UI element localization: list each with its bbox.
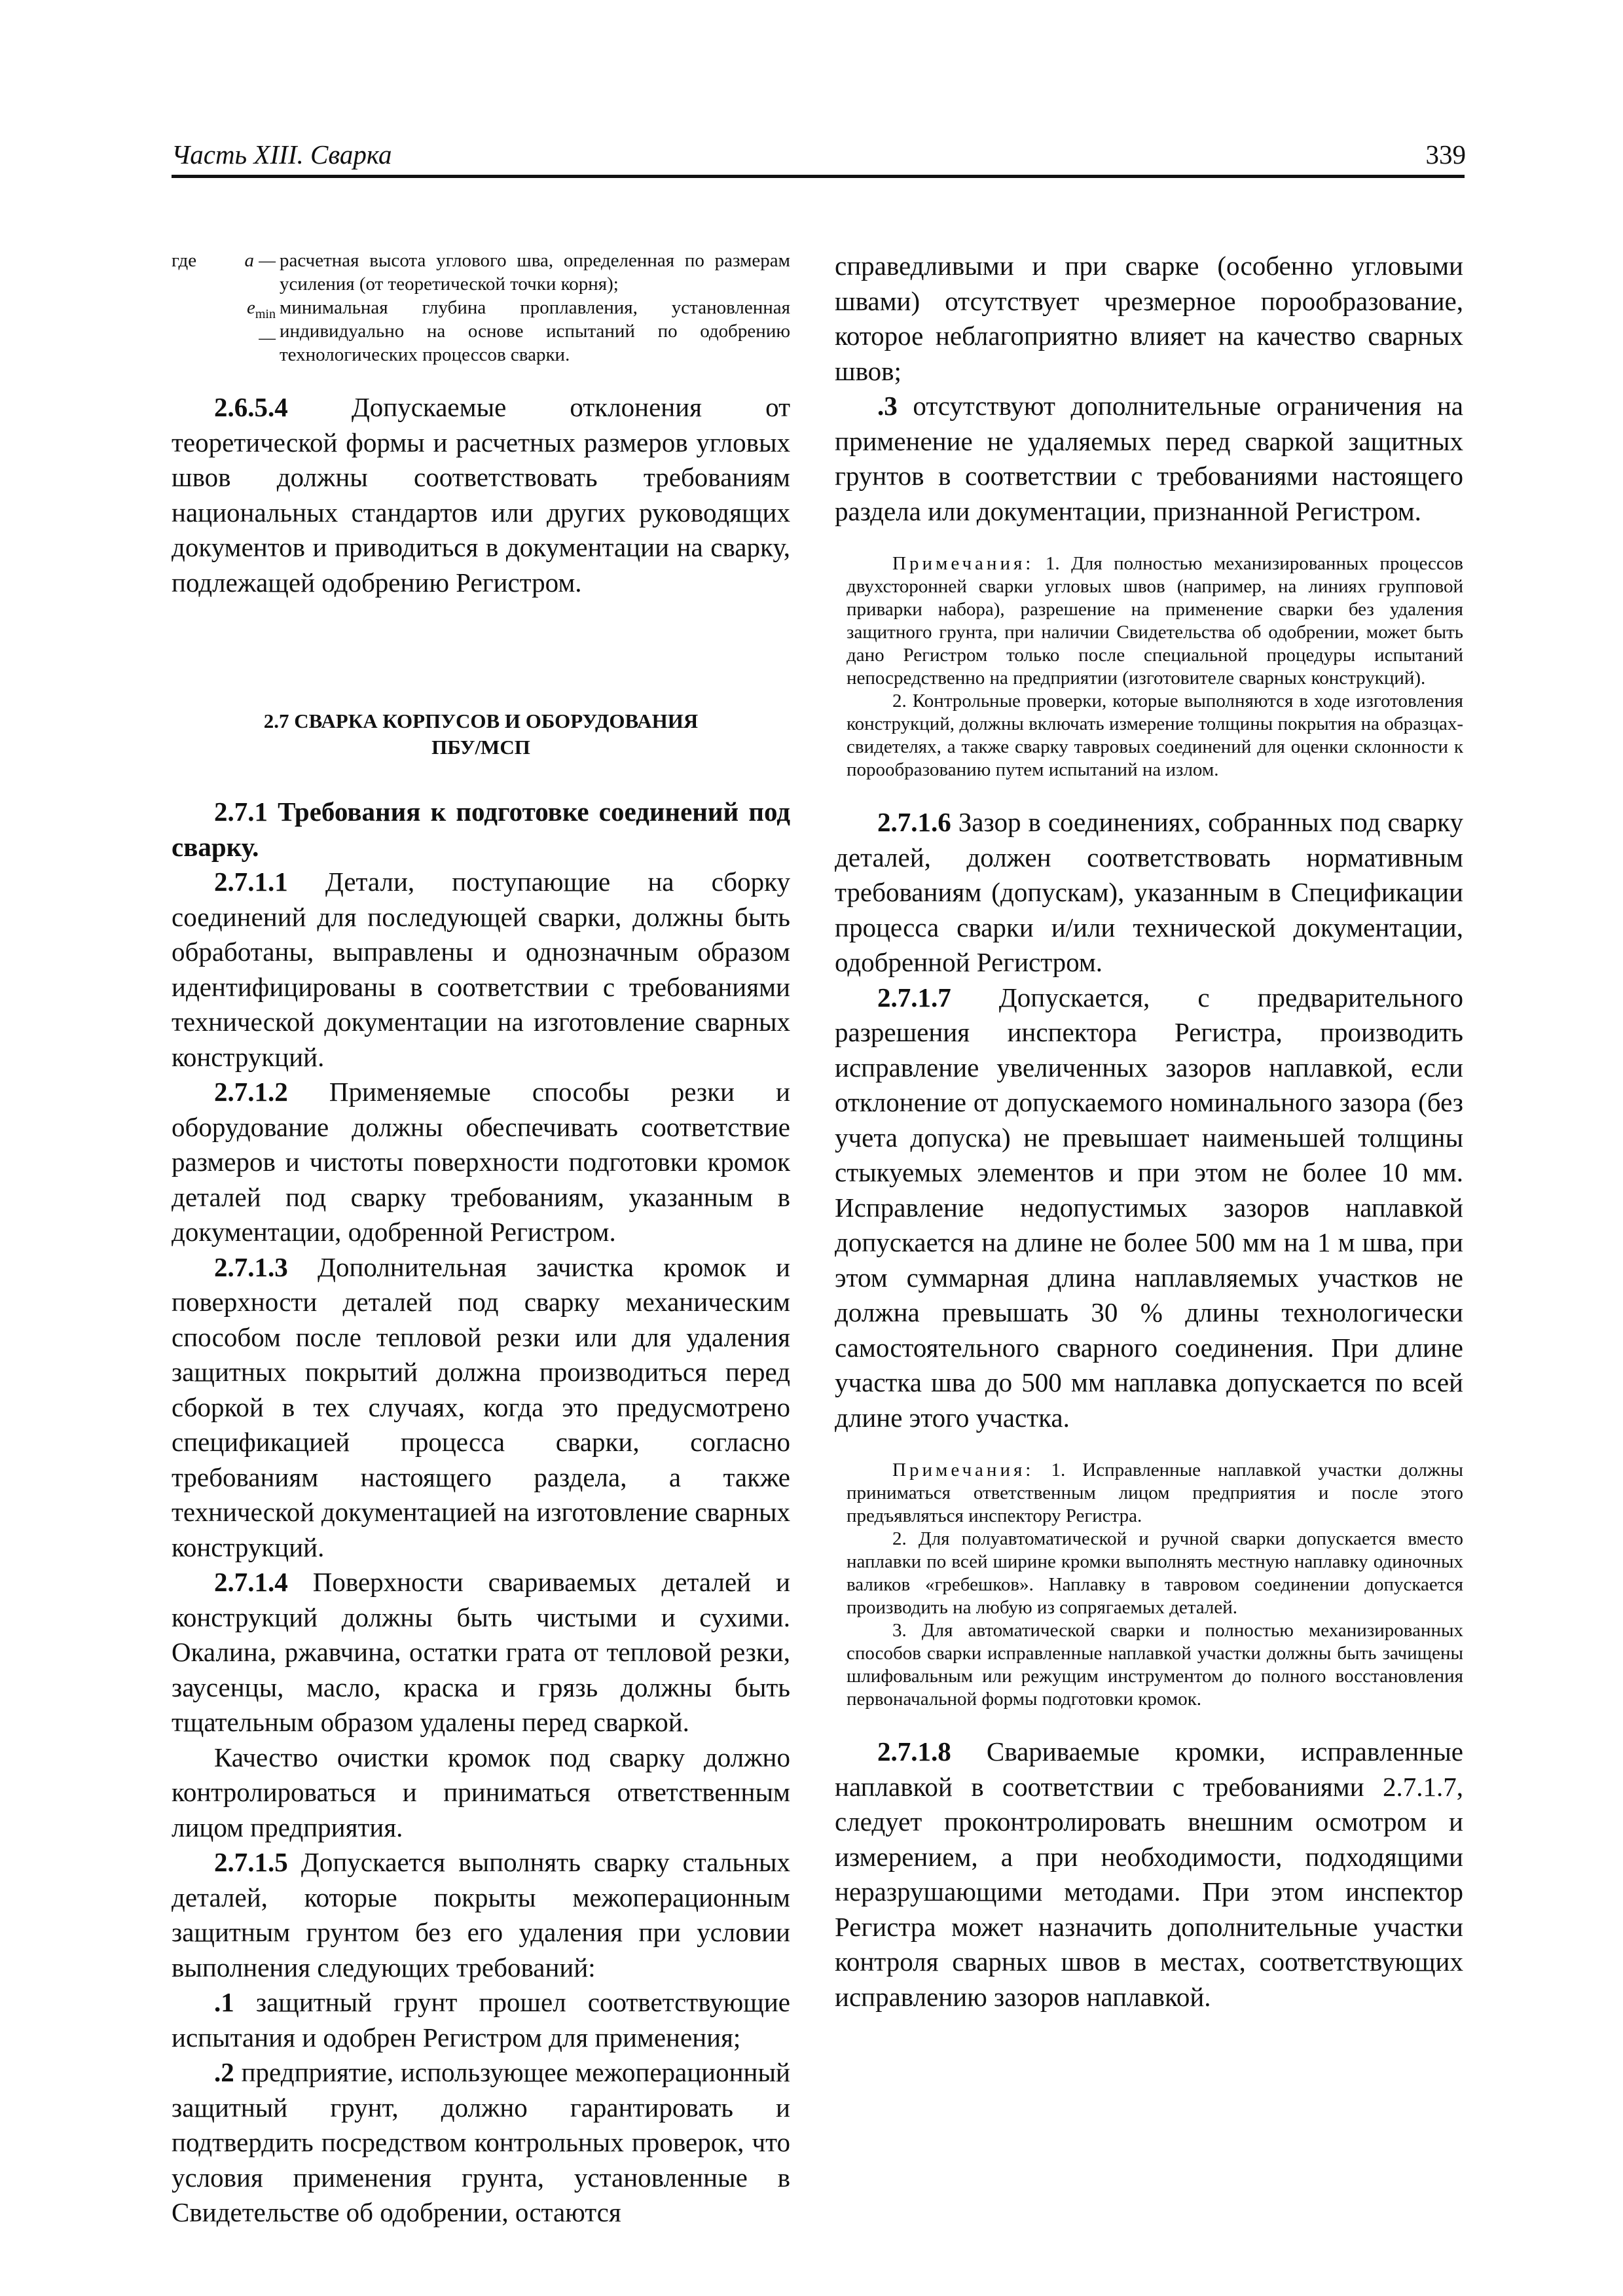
- left-column: [172, 249, 790, 2231]
- page-number: 339: [1425, 139, 1466, 170]
- paragraph-2-7-1-7: 2.7.1.7 Допускается, с предварительного разрешения инспектора Регистра, производить исправление увеличенных зазоров наплавкой, если отклонение от допускаемого номинального зазора (без учета допуска) не превышает наименьшей толщины стыкуемых элементов и при этом не более 10 мм. Исправление недопустимых зазоров наплавкой допускается на длине не более 500 мм на 1 м шва, при этом суммарная длина наплавляемых участков не должна превышать 30 % длины технологически самостоятельного сварного соединения. При длине участка шва до 500 мм наплавка допускается по всей длине этого участка.: [835, 982, 1463, 1433]
- list-item-2: .2 предприятие, использующее межоперационный защитный грунт, должно гарантировать и подтвердить посредством контрольных проверок, что условия применения грунта, установленные в Свидетельстве об одобрении, остаются: [172, 2057, 790, 2227]
- paragraph-2-7-1: 2.7.1 Требования к подготовке соединений под сварку.: [172, 797, 790, 862]
- right-column: [835, 249, 1463, 2015]
- symbol-a-definition: расчетная высота углового шва, определенная по размерам усиления (от теоретической точки корня);: [280, 250, 790, 295]
- paragraph-2-7-1-2: 2.7.1.2 Применяемые способы резки и оборудование должны обеспечивать соответствие размеров и чистоты поверхности подготовки кромок деталей под сварку требованиям, указанным в документации, одобренной Регистром.: [172, 1077, 790, 1247]
- notes-block-2: [835, 1459, 1463, 1711]
- note-2-1: Примечания: 1. Исправленные наплавкой участки должны приниматься ответственным лицом предприятия и после этого предъявляться инспектору Регистра.: [847, 1460, 1463, 1526]
- symbol-a: a —: [244, 250, 276, 271]
- where-block: [172, 249, 790, 367]
- paragraph-2-7-1-1: 2.7.1.1 Детали, поступающие на сборку соединений для последующей сварки, должны быть обработаны, выправлены и однозначным образом идентифицированы в соответствии с требованиями технической документации на изготовление сварных конструкций.: [172, 867, 790, 1072]
- note-1-1: Примечания: 1. Для полностью механизированных процессов двухсторонней сварки угловых швов (например, на линиях групповой приварки набора), разрешение на применение сварки без удаления защитного грунта, при наличии Свидетельства об одобрении, может быть дано Регистром только после специальной процедуры испытаний непосредственно на предприятии (изготовителе сварных конструкций).: [847, 553, 1463, 689]
- list-item-2-continuation: справедливыми и при сварке (особенно угловыми швами) отсутствует чрезмерное порообразование, которое неблагоприятно влияет на качество сварных швов;: [835, 251, 1463, 386]
- paragraph-2-7-1-4: 2.7.1.4 Поверхности свариваемых деталей и конструкций должны быть чистыми и сухими. Окалина, ржавчина, остатки грата от тепловой резки, заусенцы, масло, краска и грязь должны быть тщательным образом удалены перед сваркой.: [172, 1567, 790, 1737]
- paragraph-2-7-1-5: 2.7.1.5 Допускается выполнять сварку стальных деталей, которые покрыты межоперационным защитным грунтом без его удаления при условии выполнения следующих требований:: [172, 1847, 790, 1982]
- paragraph-quality: Качество очистки кромок под сварку должно контролироваться и приниматься ответственным лицом предприятия.: [172, 1742, 790, 1842]
- paragraph-2-6-5-4: 2.6.5.4 Допускаемые отклонения от теоретической формы и расчетных размеров угловых швов должны соответствовать требованиям национальных стандартов или других руководящих документов и приводиться в документации на сварку, подлежащей одобрению Регистром.: [172, 392, 790, 598]
- section-heading-2-7: 2.7 СВАРКА КОРПУСОВ И ОБОРУДОВАНИЯ ПБУ/МСП: [263, 709, 699, 759]
- running-head-title: Часть XIII. Сварка: [172, 139, 392, 170]
- note-2-3: 3. Для автоматической сварки и полностью механизированных способов сварки исправленные наплавкой участки должны быть зачищены шлифовальным или режущим инструментом до полного восстановления первоначальной формы подготовки кромок.: [847, 1620, 1463, 1710]
- notes-block-1: [835, 552, 1463, 781]
- list-item-1: .1 защитный грунт прошел соответствующие испытания и одобрен Регистром для применения;: [172, 1987, 790, 2053]
- list-item-3: .3 отсутствуют дополнительные ограничения на применение не удаляемых перед сваркой защитных грунтов в соответствии с требованиями настоящего раздела или документации, признанной Регистром.: [835, 391, 1463, 526]
- note-1-2: 2. Контрольные проверки, которые выполняются в ходе изготовления конструкций, должны включать измерение толщины покрытия на образцах-свидетелях, а также сварку тавровых соединений для оценки склонности к порообразованию путем испытаний на излом.: [847, 691, 1463, 780]
- paragraph-2-7-1-3: 2.7.1.3 Дополнительная зачистка кромок и поверхности деталей под сварку механическим способом после тепловой резки или для удаления защитных покрытий должна производиться перед сборкой в тех случаях, когда это предусмотрено спецификацией процесса сварки, согласно требованиям настоящего раздела, а также технической документацией на изготовление сварных конструкций.: [172, 1251, 790, 1562]
- paragraph-2-7-1-6: 2.7.1.6 Зазор в соединениях, собранных под сварку деталей, должен соответствовать нормативным требованиям (допускам), указанным в Спецификации процесса сварки и/или технической документации, одобренной Регистром.: [835, 807, 1463, 977]
- paragraph-2-7-1-8: 2.7.1.8 Свариваемые кромки, исправленные наплавкой в соответствии с требованиями 2.7.1.7, следует проконтролировать внешним осмотром и измерением, а при необходимости, подходящими неразрушающими методами. При этом инспектор Регистра может назначить дополнительные участки контроля сварных швов в местах, соответствующих исправлению зазоров наплавкой.: [835, 1736, 1463, 2012]
- symbol-emin: $e_{min}$ —: [247, 297, 276, 348]
- where-label: где: [172, 250, 197, 271]
- header-rule: [172, 175, 1465, 178]
- symbol-emin-definition: минимальная глубина проплавления, установленная индивидуально на основе испытаний по одобрению технологических процессов сварки.: [280, 297, 790, 365]
- note-2-2: 2. Для полуавтоматической и ручной сварки допускается вместо наплавки по всей ширине кромки выполнять местную наплавку одиночных валиков «гребешков». Наплавку в тавровом соединении допускается производить на любую из сопрягаемых деталей.: [847, 1528, 1463, 1618]
